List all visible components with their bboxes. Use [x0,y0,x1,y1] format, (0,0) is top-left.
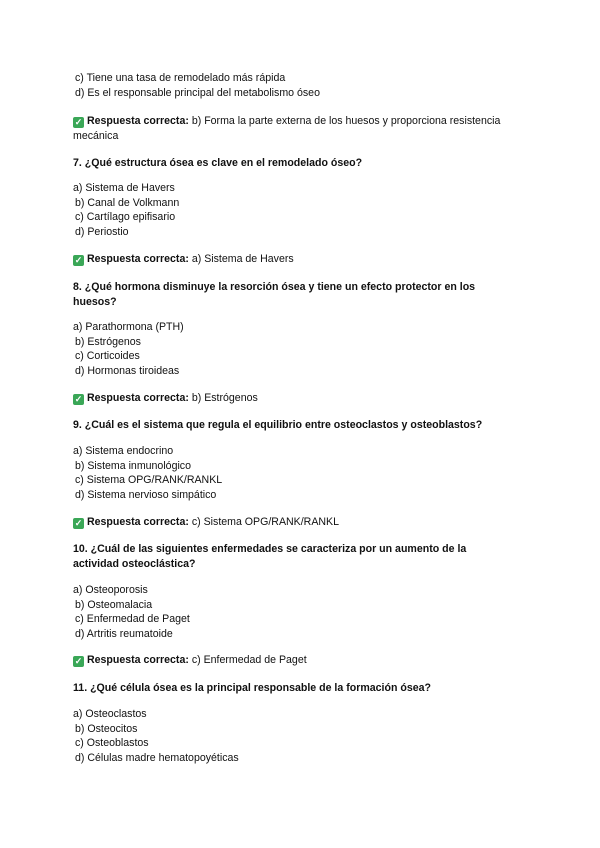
q6-options [73,71,530,100]
answer-text: b) Forma la parte externa de los huesos y proporciona resistencia [191,115,501,127]
option-b: b) Estrógenos [75,335,141,348]
q11-options [73,707,530,765]
q9-answer [73,515,530,530]
q10-options [73,583,530,641]
option-c: c) Tiene una tasa de remodelado más rápida [75,72,286,84]
answer-text: b) Estrógenos [191,392,258,404]
answer-text-cont: mecánica [73,129,119,142]
answer-text: c) Enfermedad de Paget [191,654,307,666]
option-d: d) Es el responsable principal del metabolismo óseo [75,86,320,99]
option-d: d) Células madre hematopoyéticas [75,751,239,764]
check-mark-icon: ✓ [74,518,83,528]
q7-answer [73,252,530,267]
answer-text: c) Sistema OPG/RANK/RANKL [191,516,339,528]
question-8 [73,280,530,310]
check-mark-icon: ✓ [74,394,83,404]
option-c: c) Osteoblastos [75,737,149,750]
q9-options [73,444,530,502]
option-b: b) Osteocitos [75,722,138,735]
question-11: 11. ¿Qué célula ósea es la principal responsable de la formación ósea? [73,682,431,694]
q10-answer [73,653,530,668]
q8-options [73,320,530,378]
option-d: d) Periostio [75,225,129,238]
option-d: d) Sistema nervioso simpático [75,488,217,501]
answer-label: Respuesta correcta: [87,516,189,528]
option-a: a) Sistema de Havers [73,182,175,194]
option-a: a) Osteoclastos [73,708,147,720]
option-b: b) Sistema inmunológico [75,459,191,472]
answer-label: Respuesta correcta: [87,253,189,265]
question-10-line2: actividad osteoclástica? [73,558,196,570]
option-c: c) Corticoides [75,350,140,363]
option-a: a) Sistema endocrino [73,445,174,457]
option-b: b) Canal de Volkmann [75,196,180,209]
option-a: a) Osteoporosis [73,584,148,596]
answer-label: Respuesta correcta: [87,115,189,127]
check-mark-icon: ✓ [74,255,83,265]
option-d: d) Artritis reumatoide [75,627,173,640]
question-9: 9. ¿Cuál es el sistema que regula el equilibrio entre osteoclastos y osteoblastos? [73,419,483,431]
answer-text: a) Sistema de Havers [191,253,294,265]
option-c: c) Cartílago epifisario [75,211,176,224]
check-mark-icon: ✓ [74,117,83,127]
question-7: 7. ¿Qué estructura ósea es clave en el remodelado óseo? [73,157,363,169]
question-10-line1: 10. ¿Cuál de las siguientes enfermedades se caracteriza por un aumento de la [73,543,467,555]
question-10 [73,542,530,572]
question-8-line2: huesos? [73,296,117,308]
answer-label: Respuesta correcta: [87,654,189,666]
q7-options [73,181,530,239]
option-d: d) Hormonas tiroideas [75,364,180,377]
option-b: b) Osteomalacia [75,598,153,611]
option-c: c) Sistema OPG/RANK/RANKL [75,474,223,487]
q6-answer [73,114,530,143]
option-c: c) Enfermedad de Paget [75,613,190,626]
q8-answer [73,391,530,406]
option-a: a) Parathormona (PTH) [73,321,184,333]
answer-label: Respuesta correcta: [87,392,189,404]
check-mark-icon: ✓ [74,656,83,666]
question-8-line1: 8. ¿Qué hormona disminuye la resorción ósea y tiene un efecto protector en los [73,281,476,293]
